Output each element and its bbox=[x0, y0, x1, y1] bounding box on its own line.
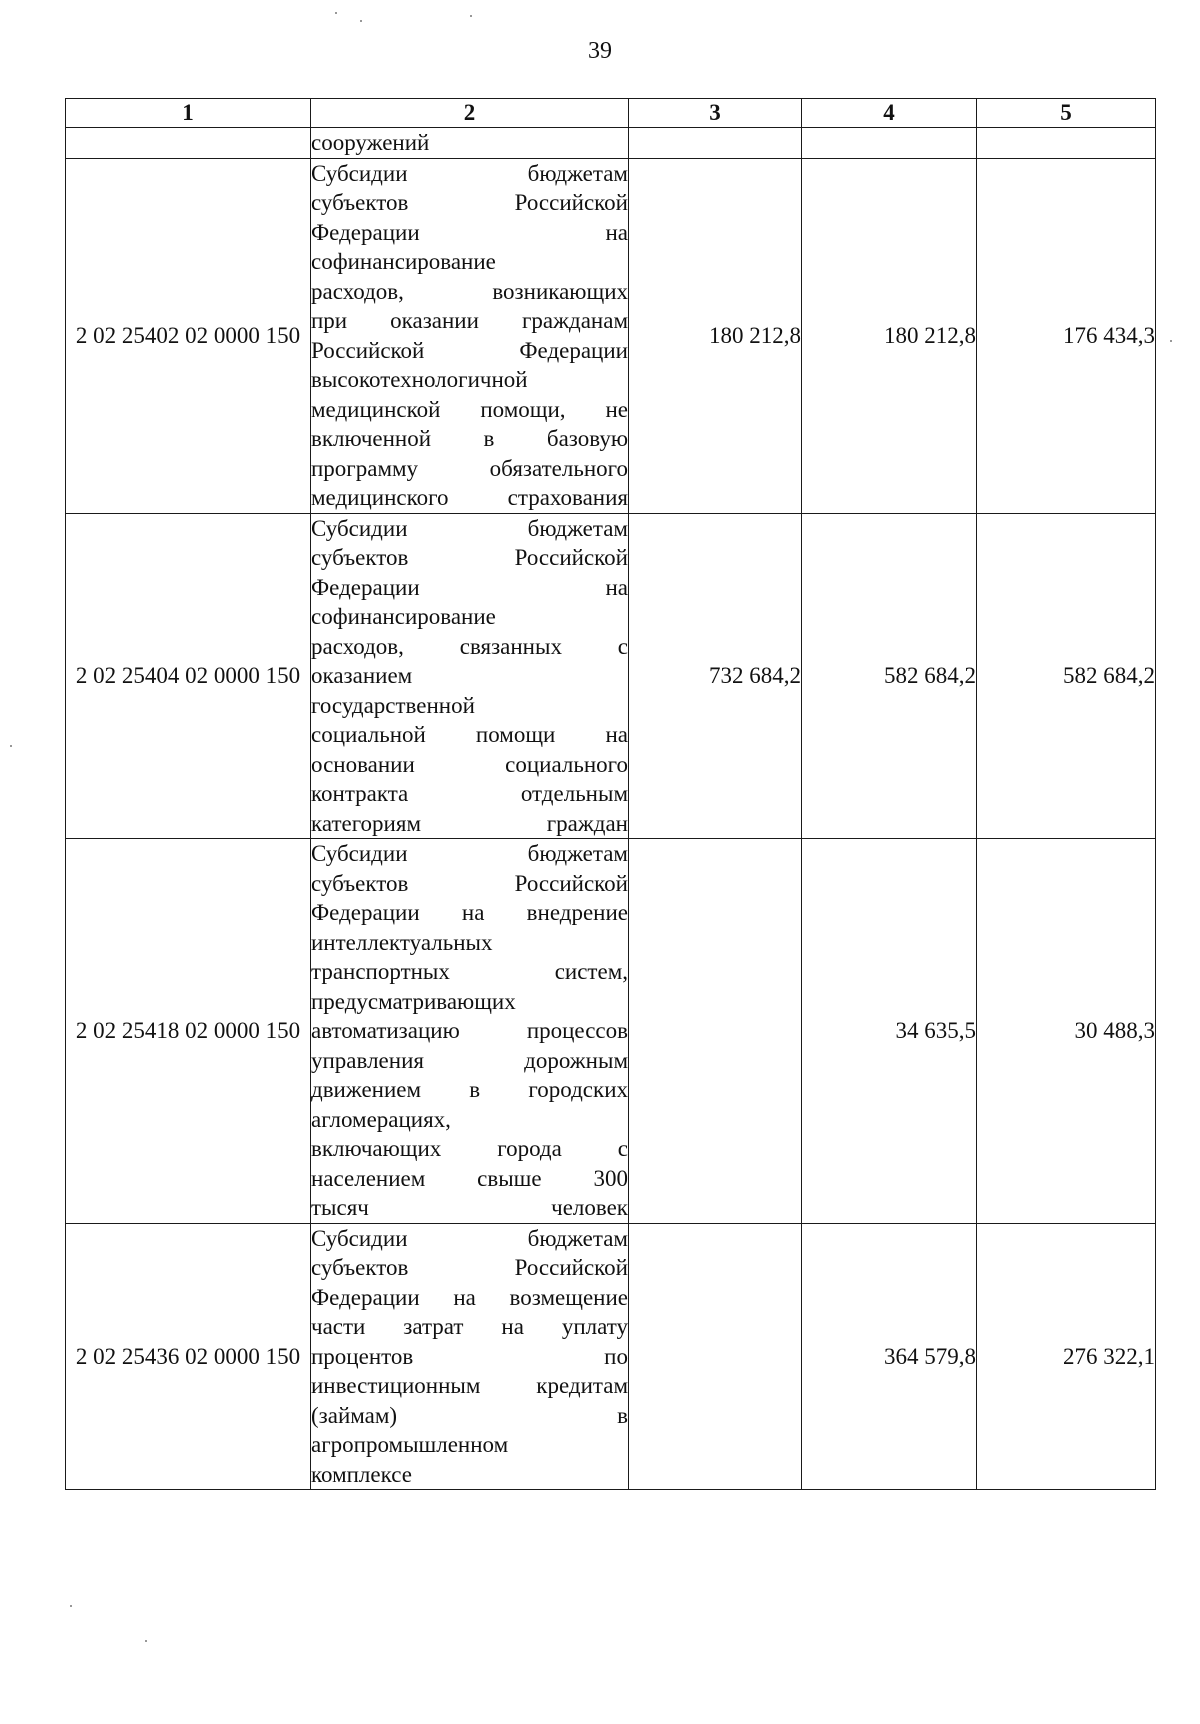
cell-description bbox=[311, 513, 629, 839]
description-line: субъектов Российской bbox=[311, 545, 628, 570]
description-line: агропромышленном bbox=[311, 1432, 509, 1457]
table-row bbox=[66, 513, 1156, 839]
description-line: Субсидии бюджетам bbox=[311, 160, 628, 186]
cell-code: 2 02 25404 02 0000 150 bbox=[66, 513, 311, 839]
column-header-1: 1 bbox=[66, 99, 311, 128]
description-line: Федерации на внедрение bbox=[311, 900, 628, 925]
cell-col3 bbox=[629, 1223, 802, 1490]
description-line: программу обязательного bbox=[311, 455, 628, 481]
description-line: (займам) в bbox=[311, 1402, 628, 1428]
cell-col3 bbox=[629, 839, 802, 1224]
description-line: социальной помощи на bbox=[311, 722, 628, 747]
description-line: субъектов Российской bbox=[311, 870, 628, 896]
description-line: транспортных систем, bbox=[311, 959, 628, 984]
cell-col4: 34 635,5 bbox=[802, 839, 977, 1224]
description-line: интеллектуальных bbox=[311, 929, 493, 955]
description-line: государственной bbox=[311, 692, 475, 718]
description-line: Субсидии бюджетам bbox=[311, 841, 628, 866]
cell-col4: 582 684,2 bbox=[802, 513, 977, 839]
table-header-row bbox=[66, 99, 1156, 128]
cell-col5 bbox=[977, 128, 1156, 159]
description-line: процентов по bbox=[311, 1343, 628, 1369]
cell-code: 2 02 25402 02 0000 150 bbox=[66, 158, 311, 513]
description-line: основании социального bbox=[311, 751, 628, 777]
cell-col5: 30 488,3 bbox=[977, 839, 1156, 1224]
description-line: контракта отдельным bbox=[311, 781, 628, 806]
column-header-5: 5 bbox=[977, 99, 1156, 128]
cell-col3 bbox=[629, 128, 802, 159]
cell-description bbox=[311, 1223, 629, 1490]
column-header-4: 4 bbox=[802, 99, 977, 128]
description-line: расходов, связанных с bbox=[311, 633, 628, 659]
description-line: автоматизацию процессов bbox=[311, 1018, 628, 1043]
cell-col3: 732 684,2 bbox=[629, 513, 802, 839]
description-line: субъектов Российской bbox=[311, 1255, 628, 1280]
description-line: предусматривающих bbox=[311, 988, 516, 1014]
cell-description bbox=[311, 128, 629, 159]
scan-speck bbox=[1170, 340, 1172, 342]
description-line: категориям граждан bbox=[311, 810, 628, 836]
description-line: включающих города с bbox=[311, 1136, 628, 1161]
scan-speck bbox=[470, 15, 472, 17]
cell-code: 2 02 25418 02 0000 150 bbox=[66, 839, 311, 1224]
table-row bbox=[66, 839, 1156, 1224]
cell-col3: 180 212,8 bbox=[629, 158, 802, 513]
budget-table bbox=[65, 98, 1156, 1490]
cell-col4 bbox=[802, 128, 977, 159]
cell-description bbox=[311, 839, 629, 1224]
description-line: управления дорожным bbox=[311, 1047, 628, 1073]
page-number: 39 bbox=[588, 38, 612, 64]
description-line: Федерации на bbox=[311, 574, 628, 600]
cell-code: 2 02 25436 02 0000 150 bbox=[66, 1223, 311, 1490]
scan-speck bbox=[145, 1640, 147, 1642]
description-line: Федерации на bbox=[311, 219, 628, 245]
cell-description bbox=[311, 158, 629, 513]
cell-col5: 176 434,3 bbox=[977, 158, 1156, 513]
description-line: части затрат на уплату bbox=[311, 1314, 628, 1339]
scan-speck bbox=[360, 20, 362, 22]
description-line: оказанием bbox=[311, 663, 413, 688]
description-line: медицинской помощи, не bbox=[311, 396, 628, 422]
cell-col4: 180 212,8 bbox=[802, 158, 977, 513]
description-line: тысяч человек bbox=[311, 1195, 628, 1220]
description-line: Субсидии бюджетам bbox=[311, 515, 628, 541]
table-row bbox=[66, 1223, 1156, 1490]
cell-code bbox=[66, 128, 311, 159]
description-line: расходов, возникающих bbox=[311, 278, 628, 304]
description-line: при оказании гражданам bbox=[311, 308, 628, 333]
description-line: населением свыше 300 bbox=[311, 1165, 628, 1191]
description-line: высокотехнологичной bbox=[311, 367, 528, 392]
column-header-2: 2 bbox=[311, 99, 629, 128]
description-line: инвестиционным кредитам bbox=[311, 1373, 628, 1398]
cell-col5: 582 684,2 bbox=[977, 513, 1156, 839]
description-line: софинансирование bbox=[311, 604, 496, 629]
table-row bbox=[66, 158, 1156, 513]
table-row bbox=[66, 128, 1156, 159]
scan-speck bbox=[335, 12, 337, 14]
description-line: медицинского страхования bbox=[311, 485, 628, 510]
scan-speck bbox=[10, 745, 12, 747]
description-line: Федерации на возмещение bbox=[311, 1284, 628, 1310]
description-line: комплексе bbox=[311, 1461, 412, 1487]
description-line: движением в городских bbox=[311, 1077, 628, 1102]
column-header-3: 3 bbox=[629, 99, 802, 128]
description-line: софинансирование bbox=[311, 249, 496, 274]
description-line: Субсидии бюджетам bbox=[311, 1225, 628, 1251]
description-line: включенной в базовую bbox=[311, 426, 628, 451]
cell-col5: 276 322,1 bbox=[977, 1223, 1156, 1490]
description-line: агломерациях, bbox=[311, 1106, 451, 1132]
cell-col4: 364 579,8 bbox=[802, 1223, 977, 1490]
description-line: субъектов Российской bbox=[311, 190, 628, 215]
description-line: Российской Федерации bbox=[311, 337, 628, 363]
scan-speck bbox=[70, 1605, 72, 1607]
description-line: сооружений bbox=[311, 130, 430, 155]
